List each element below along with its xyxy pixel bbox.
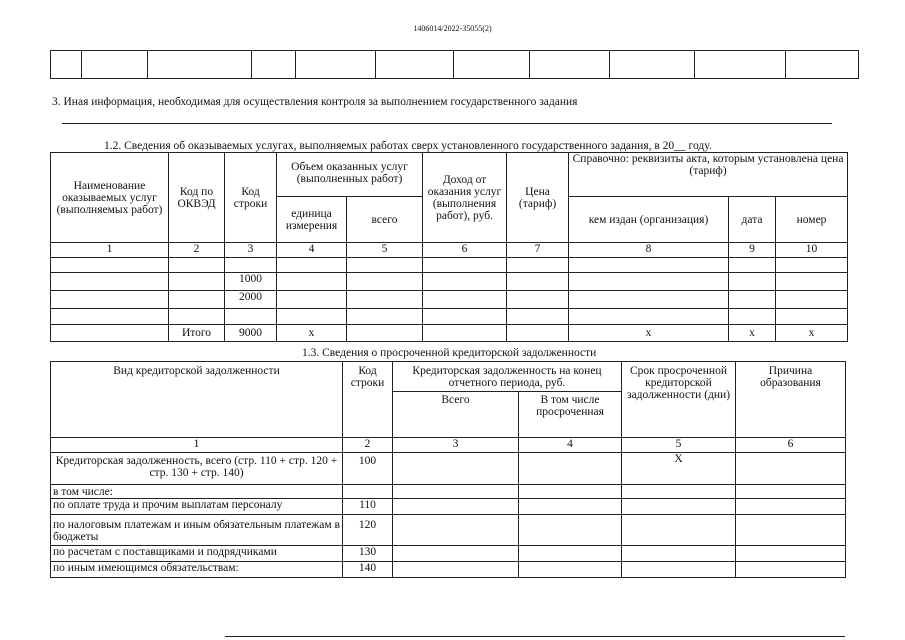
table-row — [51, 499, 846, 515]
table-cell — [225, 258, 277, 273]
table13 — [50, 361, 846, 578]
column-number: 1 — [51, 438, 343, 453]
document-id: 1406014/2022-35055(2) — [413, 24, 492, 33]
x-mark: x — [776, 325, 848, 342]
table12 — [50, 152, 848, 342]
table-cell — [569, 291, 729, 309]
table-cell — [169, 273, 225, 291]
page-bottom-rule — [225, 636, 845, 637]
header-income: Доход от оказания услуг (выполнения работ), руб. — [423, 153, 507, 243]
column-number: 8 — [569, 243, 729, 258]
header-overdue-term: Срок просроченной кредиторской задолженности (дни) — [622, 362, 736, 438]
table-cell — [423, 325, 507, 342]
column-number: 9 — [729, 243, 776, 258]
header-price: Цена (тариф) — [507, 153, 569, 243]
table-cell — [169, 291, 225, 309]
header-reason: Причина образования — [736, 362, 846, 438]
row-label: по расчетам с поставщиками и подрядчиками — [51, 546, 343, 562]
table-cell — [776, 258, 848, 273]
row-code-cell: 110 — [343, 499, 393, 515]
table-cell — [507, 273, 569, 291]
header-date: дата — [729, 197, 776, 243]
table-cell — [507, 309, 569, 325]
table-cell — [622, 546, 736, 562]
table-cell — [610, 51, 695, 79]
column-number: 7 — [507, 243, 569, 258]
total-row — [51, 325, 848, 342]
table-cell — [393, 546, 519, 562]
table-cell — [376, 51, 454, 79]
column-number: 2 — [169, 243, 225, 258]
column-number: 3 — [393, 438, 519, 453]
table-cell — [51, 291, 169, 309]
total-code: 9000 — [225, 325, 277, 342]
x-mark: x — [277, 325, 347, 342]
table-cell — [277, 291, 347, 309]
x-mark: x — [729, 325, 776, 342]
table-cell — [786, 51, 859, 79]
table-cell — [454, 51, 530, 79]
table-cell — [423, 291, 507, 309]
table-cell — [776, 291, 848, 309]
total-label: Итого — [169, 325, 225, 342]
table-cell — [530, 51, 610, 79]
table-cell — [519, 485, 622, 499]
table-cell — [169, 309, 225, 325]
table12-title: 1.2. Сведения об оказываемых услугах, выполняемых работах сверх установленного государственного задания, в 20__ году. — [104, 140, 712, 152]
table-cell — [519, 515, 622, 546]
table-cell — [347, 309, 423, 325]
header-overdue: В том числе просроченная — [519, 392, 622, 438]
x-mark: x — [569, 325, 729, 342]
header-volume: Объем оказанных услуг (выполненных работ) — [277, 153, 423, 197]
table-cell — [148, 51, 252, 79]
table-cell — [695, 51, 786, 79]
header-okved: Код по ОКВЭД — [169, 153, 225, 243]
row-code-cell: 120 — [343, 515, 393, 546]
table-cell — [736, 546, 846, 562]
table-cell — [569, 273, 729, 291]
table-cell — [51, 273, 169, 291]
table-cell — [507, 325, 569, 342]
table-cell — [622, 515, 736, 546]
table13-title: 1.3. Сведения о просроченной кредиторской задолженности — [302, 347, 597, 359]
table-row — [51, 258, 848, 273]
column-number: 5 — [622, 438, 736, 453]
header-debt-amount: Кредиторская задолженность на конец отчетного периода, руб. — [393, 362, 622, 392]
table-cell — [622, 485, 736, 499]
table-cell — [507, 291, 569, 309]
table-cell — [729, 309, 776, 325]
header-total: всего — [347, 197, 423, 243]
header-number: номер — [776, 197, 848, 243]
table-cell — [225, 309, 277, 325]
table-cell — [569, 258, 729, 273]
table-cell — [393, 453, 519, 485]
header-service-name: Наименование оказываемых услуг (выполняемых работ) — [51, 153, 169, 243]
row-label: Кредиторская задолженность, всего (стр. 110 + стр. 120 + стр. 130 + стр. 140) — [51, 453, 343, 485]
table-cell — [82, 51, 148, 79]
row-code-cell: 2000 — [225, 291, 277, 309]
table-row — [51, 562, 846, 578]
table-cell — [519, 562, 622, 578]
table-cell — [736, 485, 846, 499]
column-number: 2 — [343, 438, 393, 453]
table-cell — [343, 485, 393, 499]
column-number: 10 — [776, 243, 848, 258]
table-row — [51, 546, 846, 562]
header-debt-kind: Вид кредиторской задолженности — [51, 362, 343, 438]
row-code-cell: 100 — [343, 453, 393, 485]
table-cell — [729, 291, 776, 309]
table-cell — [393, 499, 519, 515]
table-cell — [277, 273, 347, 291]
column-number: 6 — [423, 243, 507, 258]
row-label: в том числе: — [51, 485, 343, 499]
row-code-cell: 140 — [343, 562, 393, 578]
header-all: Всего — [393, 392, 519, 438]
table-cell — [347, 325, 423, 342]
table-cell — [277, 309, 347, 325]
row-code-cell: 1000 — [225, 273, 277, 291]
header-issuer: кем издан (организация) — [569, 197, 729, 243]
table-cell — [51, 258, 169, 273]
column-number: 1 — [51, 243, 169, 258]
table-cell — [519, 453, 622, 485]
table-cell — [776, 309, 848, 325]
table-row — [51, 309, 848, 325]
table-cell — [519, 546, 622, 562]
row-label: по налоговым платежам и иным обязательным платежам в бюджеты — [51, 515, 343, 546]
column-number-row — [51, 438, 846, 453]
table-cell — [423, 258, 507, 273]
table-cell — [252, 51, 296, 79]
table-row — [51, 453, 846, 485]
header-row-code: Код строки — [225, 153, 277, 243]
table-cell — [277, 258, 347, 273]
table-cell — [736, 515, 846, 546]
section3-title: 3. Иная информация, необходимая для осуществления контроля за выполнением государственного задания — [52, 96, 578, 108]
table-cell — [622, 499, 736, 515]
table-cell — [736, 562, 846, 578]
table-cell — [393, 515, 519, 546]
table-cell — [51, 309, 169, 325]
top-remnant-table — [50, 50, 859, 79]
table-cell — [169, 258, 225, 273]
header-row-code: Код строки — [343, 362, 393, 438]
table-cell — [347, 273, 423, 291]
x-mark: X — [622, 453, 736, 485]
table-row — [51, 291, 848, 309]
table-cell — [51, 51, 82, 79]
table-cell — [729, 273, 776, 291]
table-cell — [736, 499, 846, 515]
header-unit: единица измерения — [277, 197, 347, 243]
table-row — [51, 273, 848, 291]
table-cell — [569, 309, 729, 325]
table-row — [51, 485, 846, 499]
table-cell — [51, 325, 169, 342]
table-cell — [393, 485, 519, 499]
column-number: 3 — [225, 243, 277, 258]
table-cell — [296, 51, 376, 79]
header-reference: Справочно: реквизиты акта, которым установлена цена (тариф) — [569, 153, 848, 197]
table-cell — [736, 453, 846, 485]
row-code-cell: 130 — [343, 546, 393, 562]
table-cell — [729, 258, 776, 273]
table-cell — [622, 562, 736, 578]
row-label: по оплате труда и прочим выплатам персоналу — [51, 499, 343, 515]
table-row — [51, 515, 846, 546]
table-cell — [423, 309, 507, 325]
column-number: 4 — [277, 243, 347, 258]
table-cell — [519, 499, 622, 515]
table-cell — [347, 258, 423, 273]
column-number: 4 — [519, 438, 622, 453]
row-label: по иным имеющимся обязательствам: — [51, 562, 343, 578]
column-number-row — [51, 243, 848, 258]
table-cell — [423, 273, 507, 291]
table-cell — [347, 291, 423, 309]
table-cell — [776, 273, 848, 291]
column-number: 5 — [347, 243, 423, 258]
column-number: 6 — [736, 438, 846, 453]
section3-fill-line — [62, 123, 832, 124]
table-cell — [507, 258, 569, 273]
table-cell — [393, 562, 519, 578]
